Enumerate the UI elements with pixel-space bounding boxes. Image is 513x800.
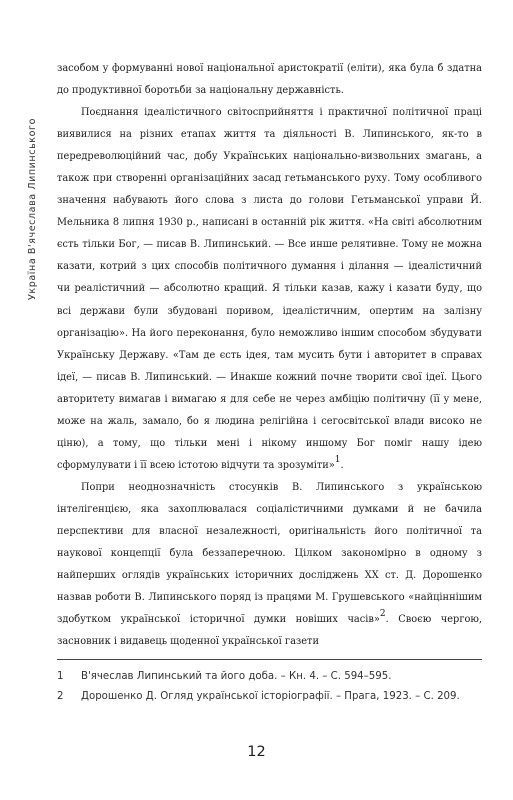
paragraph-text: .	[340, 459, 344, 471]
paragraph	[57, 58, 482, 102]
paragraph	[57, 102, 482, 477]
paragraph-text: Попри неоднозначність стосунків В. Липинського з українською інтелігенцією, яка захоплювалася соціалістичними думками й не бачила перспективи для власної незалежності, оригінальність його політичної та наукової концепції була беззаперечною. Цілком закономірно в одному з найперших оглядів українських історичних досліджень XX ст. Д. Дорошенко назвав роботи В. Липинського поряд із працями М. Грушевського «найціннішим здобутком української історичної думки новіших часів»	[57, 481, 482, 626]
footnote-text: В'ячеслав Липинський та його доба. – Кн. 4. – С. 594–595.	[81, 671, 392, 682]
footnotes	[57, 667, 487, 707]
page-number: 12	[247, 744, 266, 760]
footnote-number: 2	[57, 691, 64, 702]
paragraph-text: Поєднання ідеалістичного світосприйняття і практичної політичної праці виявилися на різних етапах життя та діяльності В. Липинського, як-то в передреволюційний час, добу Українських національно-визвольних змагань, а також при створенні організаційних засад гетьманського руху. Тому особливого значення набувають його слова з листа до голови Гетьманської управи Й. Мельника 8 липня 1930 р., написані в останній рік життя. «На світі абсолютним єсть тільки Бог, — писав В. Липинський. — Все инше релятивне. Тому не можна казати, котрий з цих способів політичного думання і ділання — ідеалістичний чи реалістичний — абсолютно кращий. Я тільки казав, кажу і казати буду, що всі держави були збудовані поривом, ідеалістичним, опертим на залізну організацію». На його переконання, було неможливо іншим способом збудувати Українську Державу. «Там де єсть ідея, там мусить бути і авторитет в справах ідеї, — писав В. Липинський. — Инакше кожний почне творити свої ідеї. Цього авторитету вимагав і вимагаю я для себе не через амбіцію політичну (її у мене, може на жаль, замало, бо я людина релігійна і сегосвітської влади високо не ціню), а тому, що тільки мені і нікому иншому Бог поміг нашу ідею сформулувати і її всею істотою відчути та зрозуміти»	[57, 107, 482, 471]
footnote-text: Дорошенко Д. Огляд української історіографії. – Прага, 1923. – С. 209.	[81, 691, 460, 702]
paragraph	[57, 477, 482, 653]
footnote	[57, 687, 487, 707]
footnote-ref: 2	[379, 609, 386, 620]
main-text	[57, 58, 482, 653]
footnote-number: 1	[57, 671, 64, 682]
footnote	[57, 667, 487, 687]
paragraph-text: засобом у формуванні нової національної аристократії (еліти), яка була б здатна до продуктивної боротьби за національну державність.	[57, 63, 482, 97]
footnote-divider	[57, 659, 482, 660]
footnote-ref: 1	[334, 454, 341, 465]
paragraph-text: . Своєю чергою, засновник і видавець щоденної української газети	[57, 614, 482, 648]
running-title-text: Україна В'ячеслава Липинського	[27, 117, 38, 300]
